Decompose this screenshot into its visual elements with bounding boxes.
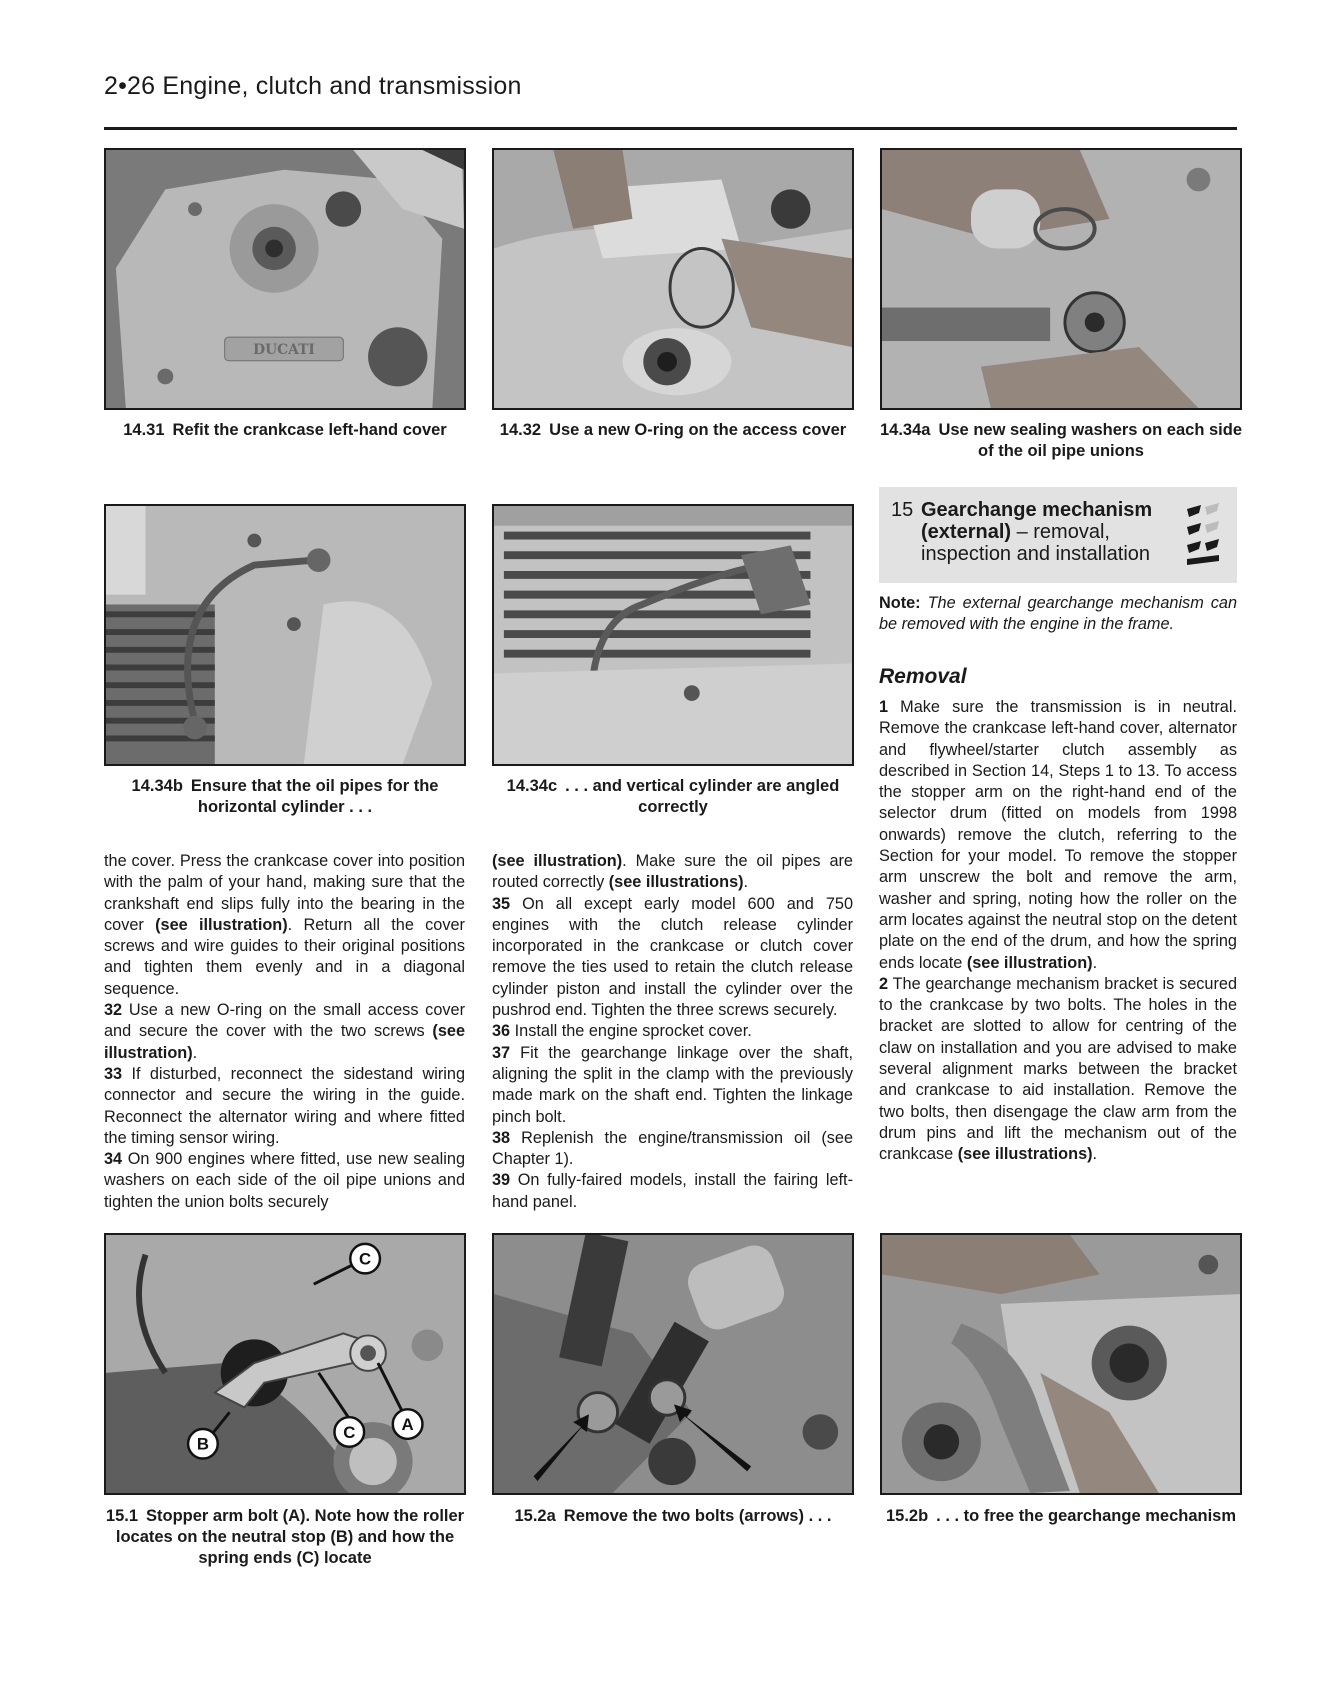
caption-text: Refit the crankcase left-hand cover <box>172 421 447 439</box>
photo-free-gearchange <box>880 1233 1242 1495</box>
text-run: . <box>1092 953 1098 972</box>
step-39 <box>492 1170 853 1213</box>
step-35 <box>492 894 853 1022</box>
text-run: On 900 engines where fitted, use new sealing washers on each side of the oil pipe unions and tighten the union bolts securely <box>104 1150 465 1211</box>
caption-text: Remove the two bolts (arrows) . . . <box>563 1507 832 1525</box>
section-15-header <box>879 487 1237 583</box>
text-run: On all except early model 600 and 750 engines with the clutch release cylinder incorporated in the crankcase or clutch cover remove the ties used to retain the clutch release cylinder piston and install the cylinder over the pushrod end. Tighten the three screws securely. <box>492 894 853 1020</box>
text-run: . <box>192 1043 198 1062</box>
caption-text: . . . and vertical cylinder are angled correctly <box>565 777 840 816</box>
caption-text: Ensure that the oil pipes for the horizontal cylinder . . . <box>190 777 439 816</box>
step-number: 33 <box>104 1064 123 1083</box>
caption-number: 14.34a <box>880 421 931 439</box>
step-number: 34 <box>104 1150 123 1169</box>
illustration-ref: (see illustration) <box>155 915 288 934</box>
caption-number: 14.34c <box>506 777 558 795</box>
text-run: On fully-faired models, install the fairing left-hand panel. <box>492 1171 853 1211</box>
ducati-badge: DUCATI <box>253 341 315 358</box>
caption-number: 15.1 <box>105 1507 139 1525</box>
caption-15-1 <box>104 1506 466 1569</box>
caption-15-2a <box>492 1506 854 1527</box>
step-number: 36 <box>492 1022 511 1041</box>
caption-14-31 <box>104 420 466 441</box>
caption-text: Use a new O-ring on the access cover <box>549 421 847 439</box>
photo-stopper-arm <box>104 1233 466 1495</box>
note-label: Note: <box>879 594 921 612</box>
section-number: 15 <box>891 499 914 521</box>
caption-number: 14.31 <box>123 421 165 439</box>
photo-oil-pipe-washers <box>880 148 1242 410</box>
callout-c-top: C <box>359 1249 372 1269</box>
caption-14-34b <box>104 776 466 818</box>
caption-number: 14.32 <box>499 421 542 439</box>
step-number: 37 <box>492 1043 511 1062</box>
step-number: 39 <box>492 1171 511 1190</box>
text-run: the cover. Press the crankcase cover into position with the palm of your hand, making sure that the crankshaft end slips fully into the bearing in the cover <box>104 852 465 934</box>
step-number: 1 <box>879 698 889 716</box>
callout-c-bottom: C <box>343 1422 356 1442</box>
step-37 <box>492 1043 853 1128</box>
caption-number: 15.2a <box>514 1507 556 1525</box>
section-title-bold: Gearchange mechanism (external) <box>921 499 1153 543</box>
body-column-3 <box>879 697 1237 1166</box>
callout-a: A <box>401 1415 414 1434</box>
text-run: . Make sure the oil pipes are routed correctly <box>492 852 853 892</box>
caption-number: 14.34b <box>131 777 183 795</box>
illustration-ref: (see illustrations) <box>608 873 744 892</box>
caption-text: . . . to free the gearchange mechanism <box>936 1507 1237 1525</box>
step-36 <box>492 1021 853 1042</box>
section-title-rest: – removal, inspection and installation <box>921 521 1151 565</box>
body-column-2 <box>492 851 853 1213</box>
step-33 <box>104 1064 465 1149</box>
page-header-title: 2•26 Engine, clutch and transmission <box>104 72 522 100</box>
header-rule <box>104 127 1237 130</box>
illustration-ref: (see illustration) <box>104 1022 465 1062</box>
step-number: 38 <box>492 1128 511 1147</box>
illustration-ref: (see illustration) <box>492 852 623 870</box>
section-title <box>921 499 1171 565</box>
caption-14-34c <box>492 776 854 818</box>
step-number: 35 <box>492 894 511 913</box>
text-run: Install the engine sprocket cover. <box>510 1022 752 1041</box>
text-run: . <box>743 873 749 892</box>
illustration-ref: (see illustrations) <box>957 1145 1093 1164</box>
note-text: The external gearchange mechanism can be removed with the engine in the frame. <box>879 594 1237 634</box>
text-run: Replenish the engine/transmission oil (see Chapter 1). <box>492 1128 853 1169</box>
caption-15-2b <box>880 1506 1242 1527</box>
text-run: Use a new O-ring on the small access cover and secure the cover with the two screws <box>104 1001 465 1041</box>
step-number: 32 <box>104 1001 123 1020</box>
text-run: . <box>1092 1145 1098 1164</box>
caption-text: Use new sealing washers on each side of the oil pipe unions <box>938 421 1243 460</box>
caption-number: 15.2b <box>885 1507 929 1525</box>
step-2 <box>879 974 1237 1166</box>
step-34 <box>104 1149 465 1213</box>
step-32 <box>104 1000 465 1064</box>
caption-14-32 <box>492 420 854 441</box>
photo-crankcase-cover <box>104 148 466 410</box>
text-run: Make sure the transmission is in neutral. Remove the crankcase left-hand cover, alternator and flywheel/starter clutch assembly as described in Section 14, Steps 1 to 13. To access the stopper arm on the right-hand end of the selector drum (fitted on models from 1998 onwards) remove the clutch, referring to the Section for your model. To remove the stopper arm unscrew the bolt and remove the arm, washer and spring, noting how the roller on the arm locates against the neutral stop on the detent plate on the end of the drum, and how the spring ends locate <box>879 698 1237 972</box>
callout-b: B <box>196 1434 209 1454</box>
photo-remove-bolts <box>492 1233 854 1495</box>
paragraph <box>104 851 465 1000</box>
removal-heading: Removal <box>879 665 967 688</box>
photo-horizontal-cylinder-pipes <box>104 504 466 766</box>
section-note <box>879 593 1237 636</box>
body-column-1 <box>104 851 465 1213</box>
step-number: 2 <box>879 974 889 993</box>
caption-14-34a <box>880 420 1242 462</box>
step-1 <box>879 697 1237 974</box>
illustration-ref: (see illustration) <box>966 953 1093 972</box>
text-run: The gearchange mechanism bracket is secured to the crankcase by two bolts. The holes in the bracket are slotted to allow for centring of the claw on installation and you are advised to make several alignment marks between the bracket and crankcase to aid installation. Remove the two bolts, then disengage the claw arm from the drum pins and lift the mechanism out of the crankcase <box>879 974 1237 1164</box>
paragraph <box>492 851 853 894</box>
step-38 <box>492 1128 853 1171</box>
text-run: . Return all the cover screws and wire guides to their original positions and tighten them evenly and in a diagonal sequence. <box>104 915 465 998</box>
photo-access-cover-oring <box>492 148 854 410</box>
text-run: If disturbed, reconnect the sidestand wiring connector and secure the wiring in the guide. Reconnect the alternator wiring and where fitted the timing sensor wiring. <box>104 1064 465 1147</box>
text-run: Fit the gearchange linkage over the shaft, aligning the split in the clamp with the previously made mark on the shaft end. Tighten the linkage pinch bolt. <box>492 1043 853 1126</box>
photo-vertical-cylinder-pipes <box>492 504 854 766</box>
difficulty-spanner-icon <box>1183 503 1223 567</box>
caption-text: Stopper arm bolt (A). Note how the roller locates on the neutral stop (B) and how the spring ends (C) locate <box>115 1507 465 1567</box>
